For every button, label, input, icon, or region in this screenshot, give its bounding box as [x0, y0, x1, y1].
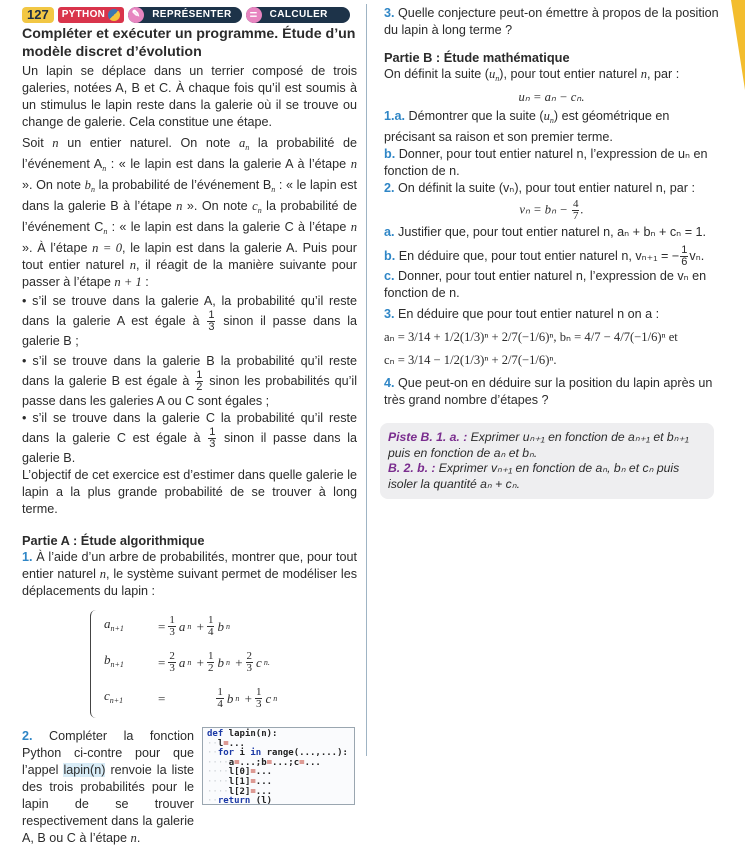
function-call-highlight: lapin(n) [63, 763, 106, 777]
representer-badge [128, 7, 241, 23]
equal-icon [246, 7, 262, 23]
code-line: ····l[0]=... [207, 767, 273, 778]
formula-u: uₙ = aₙ − cₙ. [518, 90, 585, 104]
part-b-title: Partie B : Étude mathématique [384, 50, 570, 65]
code-line: def lapin(n): [207, 729, 278, 739]
formula-cn: cₙ = 3/14 − 1/2(1/3)ⁿ + 2/7(−1/6)ⁿ. [384, 353, 557, 367]
rule-gallery-c: • s’il se trouve dans la galerie C la probabilité qu’il reste dans la galerie C est égale à $\frac{1}{3}$ sinon il passe dans la galerie B. [22, 411, 358, 465]
calculer-badge-label: CALCULER [269, 9, 328, 20]
column-divider [366, 4, 367, 756]
question-a1: 1. À l’aide d’un arbre de probabilités, montrer que, pour tout entier naturel n, le système suivant permet de modéliser les déplacements du lapin : [22, 550, 358, 598]
intro-paragraph: Un lapin se déplace dans un terrier composé de trois galeries, notées A, B et C. À chaque fois qu’il est soumis à un stimulus le lapin reste dans la galerie où il se trouve ou change de galerie. Cela constitue une étape. [22, 64, 357, 129]
recurrence-system [90, 608, 357, 720]
equation-b: $b_{n+1}$ = $\frac{2}{3}$ a n + $\frac{1}{2}$ b n + $\frac{2}{3}$ c n. [104, 649, 270, 674]
objective-paragraph: L’objectif de cet exercice est d’estimer dans quelle galerie le lapin a la plus grande probabilité de se trouver à long terme. [22, 468, 357, 516]
equation-a: $a_{n+1}$ = $\frac{1}{3}$ a n + $\frac{1}{4}$ b n [104, 613, 230, 638]
question-b1a: 1.a. Démontrer que la suite $(u_n)$ est géométrique en précisant sa raison et son premier terme. [384, 109, 670, 144]
question-b4: 4. Que peut-on en déduire sur la position du lapin après un très grand nombre d’étapes ? [384, 376, 713, 407]
definitions-paragraph: Soit n un entier naturel. On note $a_n$ la probabilité de l’événement $A_n$ : « le lapin est dans la galerie A à l’étape n ». On note $b_n$ la probabilité de l’événement $B_n$ : « le lapin est dans la galerie B à l’étape n ». On note $c_n$ la probabilité de l’événement $C_n$ : « le lapin est dans la galerie C à l’étape n ». À l’étape n = 0, le lapin est dans la galerie A. Puis pour tout entier naturel n, il réagit de la manière suivante pour passer à l’étape n + 1 : [22, 136, 358, 289]
formula-v: vₙ = bₙ − $\frac{4}{7}$ . [519, 198, 584, 222]
formula-an-bn: aₙ = 3/14 + 1/2(1/3)ⁿ + 2/7(−1/6)ⁿ, bₙ = 4/7 − 4/7(−1/6)ⁿ et [384, 330, 678, 344]
definition-v: 2. On définit la suite (vₙ), pour tout entier naturel n, par : [384, 181, 695, 195]
code-line: ··for i in range(...,...): [207, 748, 348, 759]
code-line: ····a=...;b=...;c=... [207, 757, 321, 768]
pencil-icon [128, 7, 144, 23]
hints-box [380, 423, 714, 499]
code-line: ··return (l) [207, 796, 273, 807]
exercise-title: Compléter et exécuter un programme. Étude d’un modèle discret d’évolution [22, 26, 356, 60]
exercise-badges [22, 7, 357, 23]
python-code-block [202, 727, 355, 805]
corner-decoration [727, 0, 745, 90]
python-badge-label: PYTHON [61, 9, 106, 20]
fraction: $\frac{1}{2}$ [196, 369, 203, 393]
fraction: $\frac{1}{3}$ [209, 426, 216, 450]
equation-c: $c_{n+1}$ = $\frac{1}{4}$ b n + $\frac{1}{3}$ c n [104, 685, 278, 710]
code-line: ··l=... [207, 738, 245, 749]
question-a3: 3. Quelle conjecture peut-on émettre à propos de la position du lapin à long terme ? [384, 6, 719, 37]
code-line: ····l[1]=... [207, 776, 273, 787]
exercise-number: 127 [22, 7, 54, 23]
question-b1b: b. Donner, pour tout entier naturel n, l’expression de uₙ en fonction de n. [384, 147, 708, 178]
question-b2b: b. En déduire que, pour tout entier naturel n, vₙ₊₁ = − $\frac{1}{6}$ vₙ. [384, 244, 705, 268]
right-column [384, 5, 719, 499]
rule-gallery-a: • s’il se trouve dans la galerie A, la probabilité qu’il reste dans la galerie A est égale à $\frac{1}{3}$ sinon il passe dans la galerie B ; [22, 294, 357, 348]
left-column [22, 0, 358, 845]
rule-gallery-b: • s’il se trouve dans la galerie B la probabilité qu’il reste dans la galerie B est égale à $\frac{1}{2}$ sinon les probabilités qu’il passe dans les galeries A ou C sont égales ; [22, 354, 357, 408]
hint-b2b: B. 2. b. : Exprimer vₙ₊₁ en fonction de aₙ, bₙ et cₙ puis isoler la quantité aₙ + cₙ. [388, 461, 680, 491]
left-brace [90, 610, 99, 718]
question-b2c: c. Donner, pour tout entier naturel n, l’expression de vₙ en fonction de n. [384, 269, 707, 300]
calculer-badge [246, 7, 350, 23]
hint-b1a: Piste B. 1. a. : Exprimer uₙ₊₁ en fonction de aₙ₊₁ et bₙ₊₁ puis en fonction de aₙ et bₙ. [388, 430, 689, 460]
question-a2: 2. Compléter la fonction Python ci-contre pour que l’appel lapin(n) renvoie la liste des trois probabilités pour le lapin de se trouver respectivement dans la galerie A, B ou C à l’étape n. def lapin(n): ··l=... ··for i in range(...,...): ····a=...;b=...;c=... ····l[0]=... ····l[1]=... ····l[2]=... ··return (l) [22, 728, 357, 838]
python-logo-icon [108, 9, 120, 21]
question-b2a: a. Justifier que, pour tout entier naturel n, aₙ + bₙ + cₙ = 1. [384, 225, 707, 239]
python-badge [58, 7, 124, 23]
code-line: ····l[2]=... [207, 786, 273, 797]
definition-u: On définit la suite $(u_n)$, pour tout entier naturel n, par : [384, 67, 680, 83]
fraction: $\frac{1}{3}$ [208, 309, 215, 333]
representer-badge-label: REPRÉSENTER [152, 9, 232, 20]
question-b3: 3. En déduire que pour tout entier naturel n on a : [384, 307, 660, 321]
part-a-title: Partie A : Étude algorithmique [22, 533, 205, 548]
